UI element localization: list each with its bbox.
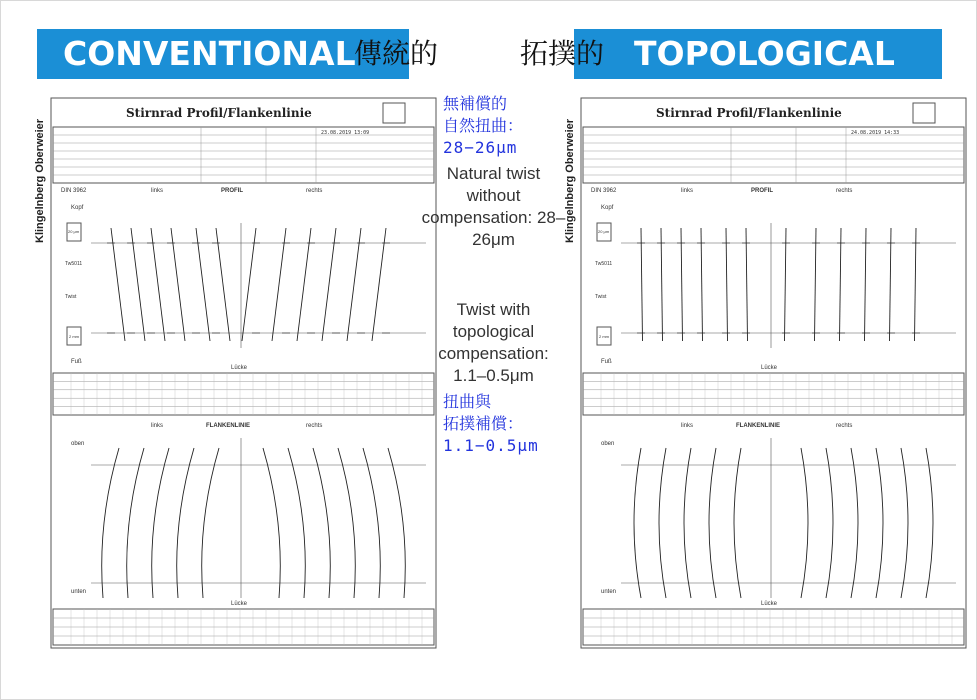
natural-en-text: Natural twist without compensation: 28–26μm bbox=[421, 164, 566, 249]
profile-trace bbox=[347, 228, 361, 341]
flank-trace bbox=[152, 448, 169, 598]
topological-measurement-sheet bbox=[561, 93, 971, 653]
conventional-title: CONVENTIONAL bbox=[63, 34, 356, 73]
fuss-label: Fuß bbox=[601, 359, 612, 365]
sheet-title: Stirnrad Profil/Flankenlinie bbox=[656, 106, 842, 120]
profile-trace bbox=[242, 228, 256, 341]
values-label: Tw5011 bbox=[65, 261, 83, 267]
flank-trace bbox=[288, 448, 305, 598]
flank-label: FLANKENLINIE bbox=[206, 423, 250, 429]
profile-trace bbox=[890, 228, 892, 341]
profile-trace bbox=[151, 228, 165, 341]
side-right-label: rechts bbox=[306, 188, 323, 194]
scale-label-1: 20 μm bbox=[68, 229, 80, 234]
twist-label: Twist bbox=[595, 294, 607, 300]
gap-label-1: Lücke bbox=[231, 365, 248, 371]
topo-en-text: Twist with topological compensation: 1.1–0.5μm bbox=[438, 300, 549, 385]
profile-trace bbox=[297, 228, 311, 341]
profile-trace bbox=[322, 228, 336, 341]
flank-label: FLANKENLINIE bbox=[736, 423, 780, 429]
twist-label: Twist bbox=[65, 294, 77, 300]
profile-trace bbox=[272, 228, 286, 341]
side-left-label: links bbox=[151, 188, 164, 194]
kopf-label: Kopf bbox=[71, 205, 84, 211]
flank-trace bbox=[926, 448, 933, 598]
flank-trace bbox=[177, 448, 194, 598]
topo-value: 1.1−0.5μm bbox=[443, 436, 539, 455]
profile-label: PROFIL bbox=[221, 188, 243, 194]
sheet-date: 23.08.2019 13:09 bbox=[321, 130, 370, 136]
flank-trace bbox=[709, 448, 716, 598]
topo-cn-line2: 拓撲補償： bbox=[443, 414, 524, 433]
flank-trace bbox=[634, 448, 641, 598]
natural-cn-line2: 自然扭曲： bbox=[443, 116, 524, 135]
logo-box bbox=[383, 103, 405, 123]
topological-title: TOPOLOGICAL bbox=[634, 34, 895, 73]
side-left-label-2: links bbox=[681, 423, 694, 429]
scale-label-2: 2 mm bbox=[599, 334, 609, 339]
profile-trace bbox=[681, 228, 683, 341]
topological-chart-image bbox=[561, 93, 971, 653]
profile-trace bbox=[641, 228, 643, 341]
flank-trace bbox=[263, 448, 280, 598]
profile-trace bbox=[915, 228, 917, 341]
gap-label-2: Lücke bbox=[231, 601, 248, 607]
profile-trace bbox=[840, 228, 842, 341]
flank-trace bbox=[684, 448, 691, 598]
flank-trace bbox=[659, 448, 666, 598]
scale-label-1: 20 μm bbox=[598, 229, 610, 234]
flank-trace bbox=[102, 448, 119, 598]
unten-label: unten bbox=[601, 589, 617, 595]
flank-trace bbox=[338, 448, 355, 598]
profile-trace bbox=[726, 228, 728, 341]
profile-trace bbox=[815, 228, 817, 341]
profile-trace bbox=[701, 228, 703, 341]
topo-cn-line1: 扭曲與 bbox=[443, 392, 492, 411]
profile-trace bbox=[111, 228, 125, 341]
profile-trace bbox=[372, 228, 386, 341]
natural-value: 28−26μm bbox=[443, 138, 518, 157]
profile-trace bbox=[661, 228, 663, 341]
flank-trace bbox=[363, 448, 380, 598]
profile-trace bbox=[746, 228, 748, 341]
oben-label: oben bbox=[71, 441, 85, 447]
profile-trace bbox=[785, 228, 787, 341]
brand-text: Klingelnberg Oberweier bbox=[34, 118, 46, 243]
flank-trace bbox=[313, 448, 330, 598]
side-left-label: links bbox=[681, 188, 694, 194]
profile-trace bbox=[171, 228, 185, 341]
profile-trace bbox=[196, 228, 210, 341]
unten-label: unten bbox=[71, 589, 87, 595]
kopf-label: Kopf bbox=[601, 205, 614, 211]
comparison-notes bbox=[421, 93, 566, 457]
side-left-label-2: links bbox=[151, 423, 164, 429]
brand-text: Klingelnberg Oberweier bbox=[564, 118, 576, 243]
profile-trace bbox=[216, 228, 230, 341]
header-table bbox=[53, 127, 434, 183]
flank-trace bbox=[901, 448, 908, 598]
sheet-title: Stirnrad Profil/Flankenlinie bbox=[126, 106, 312, 120]
sheet-date: 24.08.2019 14:33 bbox=[851, 130, 900, 136]
header-table bbox=[583, 127, 964, 183]
side-right-label: rechts bbox=[836, 188, 853, 194]
conventional-measurement-sheet bbox=[31, 93, 441, 653]
din-label: DIN 3962 bbox=[591, 188, 617, 194]
scale-label-2: 2 mm bbox=[69, 334, 79, 339]
side-right-label-2: rechts bbox=[306, 423, 323, 429]
side-right-label-2: rechts bbox=[836, 423, 853, 429]
flank-trace bbox=[202, 448, 219, 598]
topological-banner bbox=[574, 29, 942, 79]
profile-label: PROFIL bbox=[751, 188, 773, 194]
natural-cn-line1: 無補償的 bbox=[443, 94, 508, 113]
conventional-chart-image bbox=[31, 93, 441, 653]
profile-trace bbox=[131, 228, 145, 341]
conventional-cn-label: 傳統的 bbox=[354, 37, 439, 70]
profile-trace bbox=[865, 228, 867, 341]
flank-trace bbox=[826, 448, 833, 598]
din-label: DIN 3962 bbox=[61, 188, 87, 194]
gap-label-1: Lücke bbox=[761, 365, 778, 371]
flank-trace bbox=[851, 448, 858, 598]
oben-label: oben bbox=[601, 441, 615, 447]
flank-trace bbox=[734, 448, 741, 598]
values-label: Tw5011 bbox=[595, 261, 613, 267]
flank-trace bbox=[127, 448, 144, 598]
flank-trace bbox=[876, 448, 883, 598]
gap-label-2: Lücke bbox=[761, 601, 778, 607]
topological-cn-label: 拓撲的 bbox=[520, 37, 605, 70]
logo-box bbox=[913, 103, 935, 123]
fuss-label: Fuß bbox=[71, 359, 82, 365]
flank-trace bbox=[801, 448, 808, 598]
flank-trace bbox=[388, 448, 405, 598]
